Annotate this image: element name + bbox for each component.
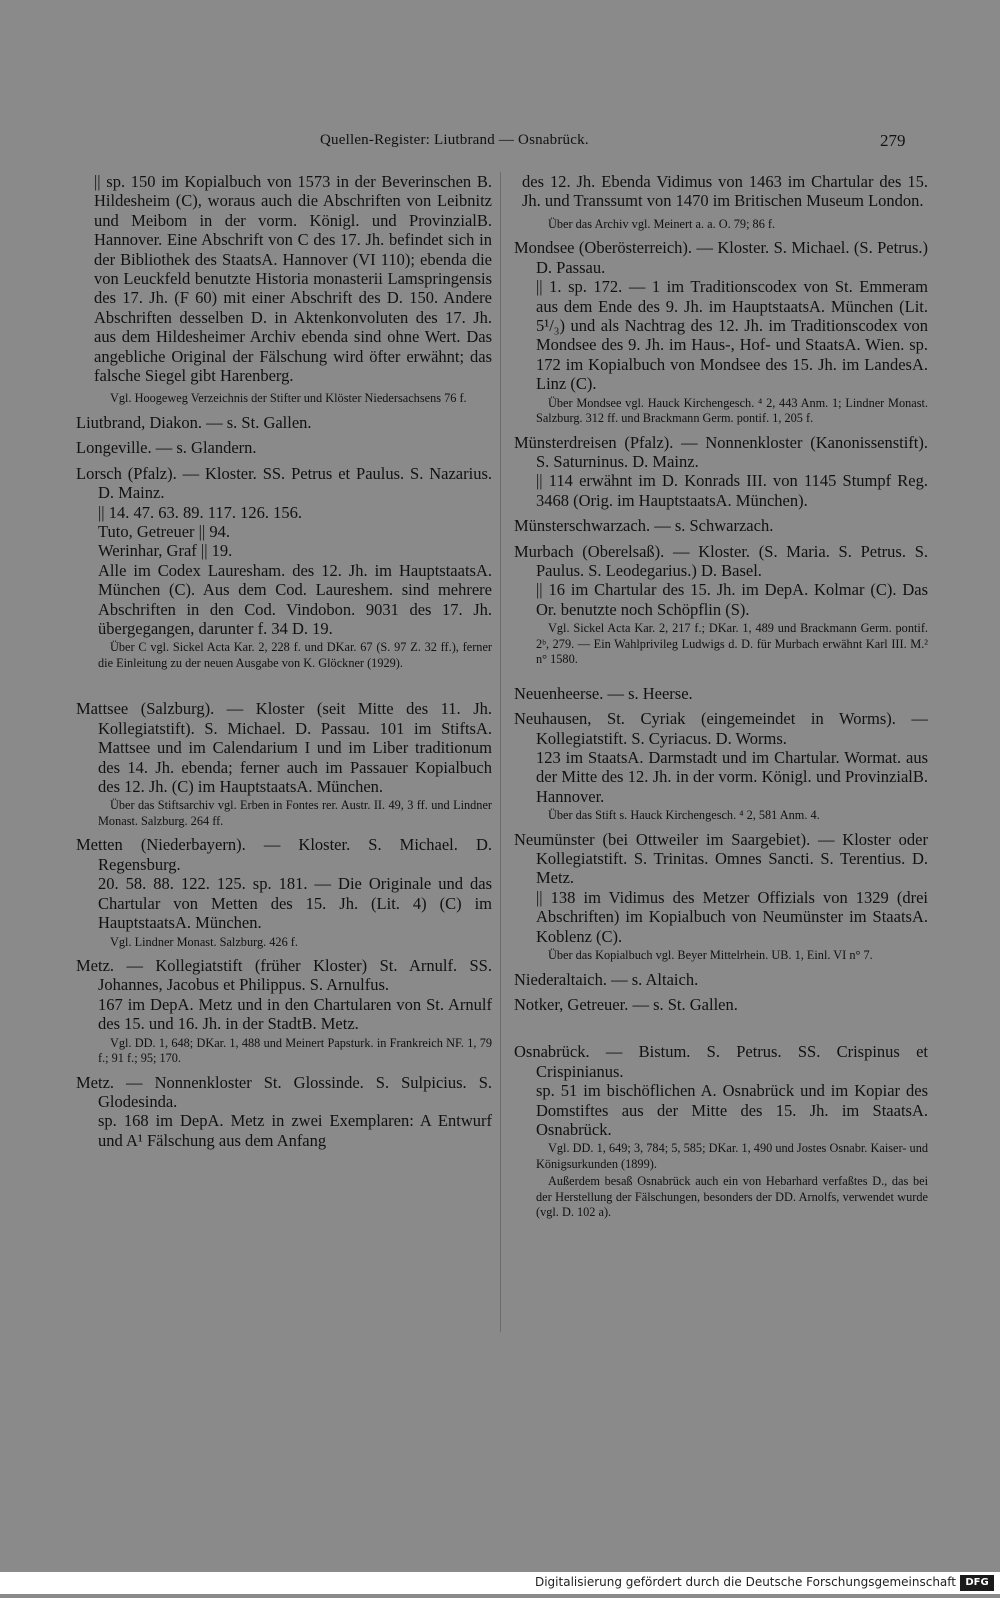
entry-lorsch-text: Alle im Codex Lauresham. des 12. Jh. im HauptstaatsA. München (C). Aus dem Cod. Laureshem. sind mehrere Abschriften in den Cod. Vindobon. 9031 des 17. Jh. übergegangen, darunter f. 34 D. 19.: [98, 560, 492, 639]
entry-metz-glossinde-cont: des 12. Jh. Ebenda Vidimus von 1463 im Chartular des 15. Jh. und Transsumt von 1470 im Britischen Museum London.: [522, 172, 928, 211]
note: Über das Stift s. Hauck Kirchengesch. ⁴ 2, 581 Anm. 4.: [548, 808, 820, 823]
entry-neuhausen-text: 123 im StaatsA. Darmstadt und im Chartular. Wormat. aus der Mitte des 12. Jh. in der vorm. Königl. und ProvinzialB. Hannover.: [536, 747, 928, 806]
note: Vgl. Sickel Acta Kar. 2, 217 f.; DKar. 1, 489 und Brackmann Germ. pontif. 2ᵇ, 279. — Ein Wahlprivileg Ludwigs d. D. für Murbach erwähnt Karl III. M.² n° 1580.: [536, 621, 928, 667]
page-header: [0, 132, 1000, 156]
footer-credit: Digitalisierung gefördert durch die Deutsche Forschungsgemeinschaft: [534, 1575, 956, 1589]
page-number: 279: [880, 131, 906, 150]
column-divider: [500, 172, 501, 1332]
note: Vgl. Hoogeweg Verzeichnis der Stifter und Klöster Niedersachsens 76 f.: [110, 391, 467, 406]
entry-metten: Metten (Niederbayern). — Kloster. S. Michael. D. Regensburg.: [76, 835, 492, 874]
entry-murbach: Murbach (Oberelsaß). — Kloster. (S. Maria. S. Petrus. S. Paulus. S. Leodegarius.) D. Basel.: [514, 541, 928, 580]
entry-osnabrueck-text: sp. 51 im bischöflichen A. Osnabrück und im Kopiar des Domstiftes aus der Mitte des 15. Jh. im StaatsA. Osnabrück.: [536, 1081, 928, 1140]
entry-murbach-text: || 16 im Chartular des 15. Jh. im DepA. Kolmar (C). Das Or. benutzte noch Schöpflin (S).: [536, 580, 928, 619]
entry-niederaltaich: Niederaltaich. — s. Altaich.: [514, 969, 699, 989]
note: Vgl. DD. 1, 648; DKar. 1, 488 und Meinert Papsturk. in Frankreich NF. 1, 79 f.; 91 f.; 95; 170.: [98, 1035, 492, 1066]
entry-metz-glossinde-text: sp. 168 im DepA. Metz in zwei Exemplaren: A Entwurf und A¹ Fälschung aus dem Anfang: [98, 1111, 492, 1150]
right-column: [514, 172, 928, 1227]
note: Außerdem besaß Osnabrück auch ein von Hebarhard verfaßtes D., das bei der Herstellung der Fälschungen, besonders der DD. Arnolfs, verwendet wurde (vgl. D. 102 a).: [536, 1174, 928, 1220]
entry-metten-text: 20. 58. 88. 122. 125. sp. 181. — Die Originale und das Chartular von Metten des 15. Jh. (Lit. 4) (C) im HauptstaatsA. München.: [98, 874, 492, 933]
entry-neumuenster-text: || 138 im Vidimus des Metzer Offizials von 1329 (drei Abschriften) im Kopialbuch von Neumünster im StaatsA. Koblenz (C).: [536, 887, 928, 946]
entry-mondsee: Mondsee (Oberösterreich). — Kloster. S. Michael. (S. Petrus.) D. Passau.: [514, 238, 928, 277]
entry-lorsch-werinhar: Werinhar, Graf || 19.: [98, 541, 233, 561]
left-column: [76, 172, 492, 1150]
entry-osnabrueck: Osnabrück. — Bistum. S. Petrus. SS. Crispinus et Crispinianus.: [514, 1042, 928, 1081]
footer-bar: [0, 1572, 1000, 1594]
entry-muensterdreisen-text: || 114 erwähnt im D. Konrads III. von 1145 Stumpf Reg. 3468 (Orig. im HauptstaatsA. München).: [536, 471, 928, 510]
entry-lamspringe-cont: || sp. 150 im Kopialbuch von 1573 in der Beverinschen B. Hildesheim (C), woraus auch die Abschriften von Leibnitz und Meibom in der vorm. Königl. und ProvinzialB. Hannover. Eine Abschrift von C des 17. Jh. befindet sich in der Bibliothek des StaatsA. Hannover (VI 110); ebenda die von Leuckfeld benutzte Historia monasterii Lamspringensis des 17. Jh. (F 60) mit einer Abschrift des D. 150. Andere Abschriften desselben D. in Aktenkonvoluten des 17. Jh. aus dem Hildesheimer Archiv ebenda sind ohne Wert. Das angebliche Original der Fälschung wird öfter erwähnt; das falsche Siegel gibt Harenberg.: [94, 172, 492, 386]
entry-muensterdreisen: Münsterdreisen (Pfalz). — Nonnenkloster (Kanonissenstift). S. Saturninus. D. Mainz.: [514, 432, 928, 471]
note: Über das Archiv vgl. Meinert a. a. O. 79; 86 f.: [548, 216, 776, 231]
entry-lorsch-tuto: Tuto, Getreuer || 94.: [98, 522, 231, 541]
entry-neuhausen: Neuhausen, St. Cyriak (eingemeindet in Worms). — Kollegiatstift. S. Cyriacus. D. Worms.: [514, 709, 928, 748]
entry-muensterschwarzach: Münsterschwarzach. — s. Schwarzach.: [514, 516, 774, 536]
note: Über C vgl. Sickel Acta Kar. 2, 228 f. und DKar. 67 (S. 97 Z. 32 ff.), ferner die Einleitung zu der neuen Ausgabe von K. Glöckner (1929).: [98, 640, 492, 670]
entry-lorsch: Lorsch (Pfalz). — Kloster. SS. Petrus et Paulus. S. Nazarius. D. Mainz.: [76, 463, 492, 503]
entry-mattsee: Mattsee (Salzburg). — Kloster (seit Mitte des 11. Jh. Kollegiatstift). S. Michael. D. Passau. 101 im StiftsA. Mattsee und im Calendarium I und im Liber traditionum des 14. Jh. ebenda; ferner auch im Passauer Kopialbuch des 12. Jh. (C) im HauptstaatsA. München.: [76, 699, 492, 797]
note: Über das Kopialbuch vgl. Beyer Mittelrhein. UB. 1, Einl. VI n° 7.: [548, 948, 873, 963]
entry-metz-arnulf-text: 167 im DepA. Metz und in den Chartularen von St. Arnulf des 15. und 16. Jh. in der StadtB. Metz.: [98, 994, 492, 1034]
dfg-logo: DFG: [960, 1575, 994, 1591]
entry-neumuenster: Neumünster (bei Ottweiler im Saargebiet). — Kloster oder Kollegiatstift. S. Trinitas. Omnes Sancti. S. Terentius. D. Metz.: [514, 829, 928, 888]
entry-neuenheerse: Neuenheerse. — s. Heerse.: [514, 683, 693, 703]
note: Über das Stiftsarchiv vgl. Erben in Fontes rer. Austr. II. 49, 3 ff. und Lindner Monast. Salzburg. 264 ff.: [98, 798, 492, 828]
entry-longeville: Longeville. — s. Glandern.: [76, 438, 257, 458]
entry-liutbrand: Liutbrand, Diakon. — s. St. Gallen.: [76, 412, 312, 432]
entry-metz-arnulf: Metz. — Kollegiatstift (früher Kloster) St. Arnulf. SS. Johannes, Jacobus et Philippus. S. Arnulfus.: [76, 956, 492, 995]
entry-notker: Notker, Getreuer. — s. St. Gallen.: [514, 995, 738, 1014]
running-title: Quellen-Register: Liutbrand — Osnabrück.: [320, 132, 589, 148]
entry-metz-glossinde: Metz. — Nonnenkloster St. Glossinde. S. Sulpicius. S. Glodesinda.: [76, 1072, 492, 1112]
entry-mondsee-text: || 1. sp. 172. — 1 im Traditionscodex von St. Emmeram aus dem Ende des 9. Jh. im HauptstaatsA. München (Lit. 5¹/₃) und als Nachtrag des 12. Jh. im Traditionscodex von Mondsee des 9. Jh. im Haus-, Hof- und StaatsA. Wien. sp. 172 im Kopialbuch von Mondsee des 15. Jh. im LandesA. Linz (C).: [536, 277, 928, 394]
entry-lorsch-refs: || 14. 47. 63. 89. 117. 126. 156.: [98, 502, 302, 522]
note: Vgl. Lindner Monast. Salzburg. 426 f.: [110, 934, 298, 949]
note: Über Mondsee vgl. Hauck Kirchengesch. ⁴ 2, 443 Anm. 1; Lindner Monast. Salzburg. 312 ff. und Brackmann Germ. pontif. 1, 205 f.: [536, 395, 928, 426]
note: Vgl. DD. 1, 649; 3, 784; 5, 585; DKar. 1, 490 und Jostes Osnabr. Kaiser- und Königsurkunden (1899).: [536, 1141, 928, 1171]
